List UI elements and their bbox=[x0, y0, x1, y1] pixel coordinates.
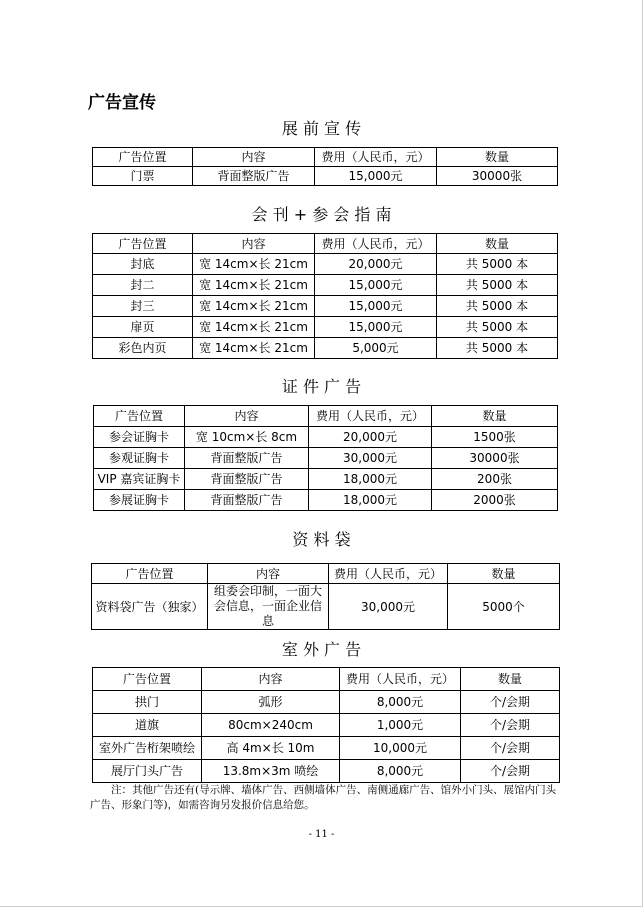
section-title-badge: 证 件 广 告 bbox=[281, 377, 362, 396]
catalog-table bbox=[92, 233, 558, 359]
table-cell: 封底 bbox=[93, 254, 193, 275]
table-header-cell: 费用（人民币，元） bbox=[315, 148, 437, 167]
table-cell: 资料袋广告（独家） bbox=[92, 584, 208, 630]
table-cell: 18,000元 bbox=[309, 469, 432, 490]
table-cell: 5000个 bbox=[448, 584, 560, 630]
table-header-cell: 广告位置 bbox=[93, 234, 193, 254]
table-cell: 200张 bbox=[432, 469, 558, 490]
table-cell: 宽 14cm×长 21cm bbox=[193, 338, 315, 359]
table-cell: 共 5000 本 bbox=[437, 254, 558, 275]
table-row bbox=[93, 737, 560, 760]
table-header-cell: 广告位置 bbox=[94, 406, 185, 427]
footnote: 注：其他广告还有(导示牌、墙体广告、西侧墙体广告、南侧通廊广告、馆外小门头、展馆内门头广告、形象门等)，如需咨询另发报价信息给您。 bbox=[90, 784, 557, 811]
table-cell: 封二 bbox=[93, 275, 193, 296]
table-header-cell: 内容 bbox=[185, 406, 309, 427]
table-cell: 1,000元 bbox=[340, 714, 461, 737]
table-row bbox=[93, 167, 558, 186]
table-cell: 高 4m×长 10m bbox=[202, 737, 340, 760]
table-header-cell: 费用（人民币，元） bbox=[329, 564, 448, 584]
table-row bbox=[93, 760, 560, 783]
table-header-cell: 费用（人民币，元） bbox=[309, 406, 432, 427]
table-cell: 参展证胸卡 bbox=[94, 490, 185, 511]
table-header-cell: 内容 bbox=[202, 668, 340, 691]
table-cell: 8,000元 bbox=[340, 760, 461, 783]
table-cell: 宽 14cm×长 21cm bbox=[193, 317, 315, 338]
table-cell: 参会证胸卡 bbox=[94, 427, 185, 448]
table-header-cell: 费用（人民币，元） bbox=[315, 234, 437, 254]
table-header-cell: 内容 bbox=[193, 234, 315, 254]
section-title-bag: 资 料 袋 bbox=[292, 530, 351, 549]
table-cell: 15,000元 bbox=[315, 296, 437, 317]
table-cell: 宽 14cm×长 21cm bbox=[193, 296, 315, 317]
table-cell: 宽 10cm×长 8cm bbox=[185, 427, 309, 448]
table-cell: 20,000元 bbox=[315, 254, 437, 275]
table-row bbox=[92, 584, 560, 630]
table-row bbox=[93, 714, 560, 737]
table-cell: 15,000元 bbox=[315, 167, 437, 186]
table-cell: 展厅门头广告 bbox=[93, 760, 202, 783]
table-header-cell: 内容 bbox=[208, 564, 329, 584]
table-cell: 80cm×240cm bbox=[202, 714, 340, 737]
table-cell: 宽 14cm×长 21cm bbox=[193, 275, 315, 296]
table-cell: 室外广告桁架喷绘 bbox=[93, 737, 202, 760]
table-cell: 30000张 bbox=[432, 448, 558, 469]
table-header-cell: 数量 bbox=[448, 564, 560, 584]
table-row bbox=[94, 448, 558, 469]
table-row bbox=[93, 317, 558, 338]
table-header-cell: 广告位置 bbox=[92, 564, 208, 584]
table-row bbox=[94, 427, 558, 448]
table-cell: 15,000元 bbox=[315, 275, 437, 296]
table-cell: 个/会期 bbox=[461, 760, 560, 783]
table-header-row bbox=[92, 564, 560, 584]
pre-show-table bbox=[92, 147, 558, 186]
table-header-cell: 数量 bbox=[432, 406, 558, 427]
table-header-row bbox=[93, 234, 558, 254]
table-row bbox=[93, 275, 558, 296]
table-cell: 15,000元 bbox=[315, 317, 437, 338]
table-header-cell: 数量 bbox=[437, 234, 558, 254]
table-cell: 拱门 bbox=[93, 691, 202, 714]
table-header-cell: 内容 bbox=[193, 148, 315, 167]
table-cell: 共 5000 本 bbox=[437, 317, 558, 338]
table-header-row bbox=[93, 668, 560, 691]
table-row bbox=[93, 254, 558, 275]
table-header-row bbox=[94, 406, 558, 427]
table-header-cell: 费用（人民币，元） bbox=[340, 668, 461, 691]
table-cell: 背面整版广告 bbox=[185, 448, 309, 469]
table-header-cell: 数量 bbox=[461, 668, 560, 691]
table-cell: 参观证胸卡 bbox=[94, 448, 185, 469]
table-cell: VIP 嘉宾证胸卡 bbox=[94, 469, 185, 490]
table-cell: 个/会期 bbox=[461, 691, 560, 714]
table-cell: 背面整版广告 bbox=[185, 490, 309, 511]
table-row bbox=[93, 338, 558, 359]
table-cell: 18,000元 bbox=[309, 490, 432, 511]
table-cell: 8,000元 bbox=[340, 691, 461, 714]
table-cell: 门票 bbox=[93, 167, 193, 186]
table-cell: 个/会期 bbox=[461, 737, 560, 760]
section-title-pre-show: 展 前 宣 传 bbox=[281, 119, 362, 138]
table-row bbox=[94, 490, 558, 511]
table-cell: 共 5000 本 bbox=[437, 275, 558, 296]
table-cell: 20,000元 bbox=[309, 427, 432, 448]
badge-table bbox=[93, 405, 558, 511]
table-cell: 共 5000 本 bbox=[437, 296, 558, 317]
table-cell: 2000张 bbox=[432, 490, 558, 511]
bag-table bbox=[91, 563, 560, 630]
table-header-cell: 广告位置 bbox=[93, 668, 202, 691]
page-title: 广告宣传 bbox=[88, 93, 156, 113]
table-row bbox=[93, 296, 558, 317]
table-cell: 扉页 bbox=[93, 317, 193, 338]
section-title-outdoor: 室 外 广 告 bbox=[281, 640, 362, 659]
table-cell: 30,000元 bbox=[309, 448, 432, 469]
table-cell: 宽 14cm×长 21cm bbox=[193, 254, 315, 275]
table-row bbox=[93, 691, 560, 714]
table-cell: 30000张 bbox=[437, 167, 558, 186]
table-cell: 背面整版广告 bbox=[193, 167, 315, 186]
table-cell: 5,000元 bbox=[315, 338, 437, 359]
table-cell: 10,000元 bbox=[340, 737, 461, 760]
page-number: - 11 - bbox=[308, 829, 335, 840]
table-cell: 30,000元 bbox=[329, 584, 448, 630]
table-header-cell: 广告位置 bbox=[93, 148, 193, 167]
table-cell: 13.8m×3m 喷绘 bbox=[202, 760, 340, 783]
table-cell: 背面整版广告 bbox=[185, 469, 309, 490]
table-row bbox=[94, 469, 558, 490]
table-cell: 道旗 bbox=[93, 714, 202, 737]
table-cell: 封三 bbox=[93, 296, 193, 317]
table-header-row bbox=[93, 148, 558, 167]
table-cell: 1500张 bbox=[432, 427, 558, 448]
section-title-catalog: 会 刊 + 参 会 指 南 bbox=[251, 205, 392, 224]
outdoor-table bbox=[92, 667, 560, 783]
table-cell: 个/会期 bbox=[461, 714, 560, 737]
table-cell: 共 5000 本 bbox=[437, 338, 558, 359]
table-header-cell: 数量 bbox=[437, 148, 558, 167]
table-cell: 组委会印制，一面大会信息，一面企业信息 bbox=[208, 584, 329, 630]
table-cell: 弧形 bbox=[202, 691, 340, 714]
table-cell: 彩色内页 bbox=[93, 338, 193, 359]
